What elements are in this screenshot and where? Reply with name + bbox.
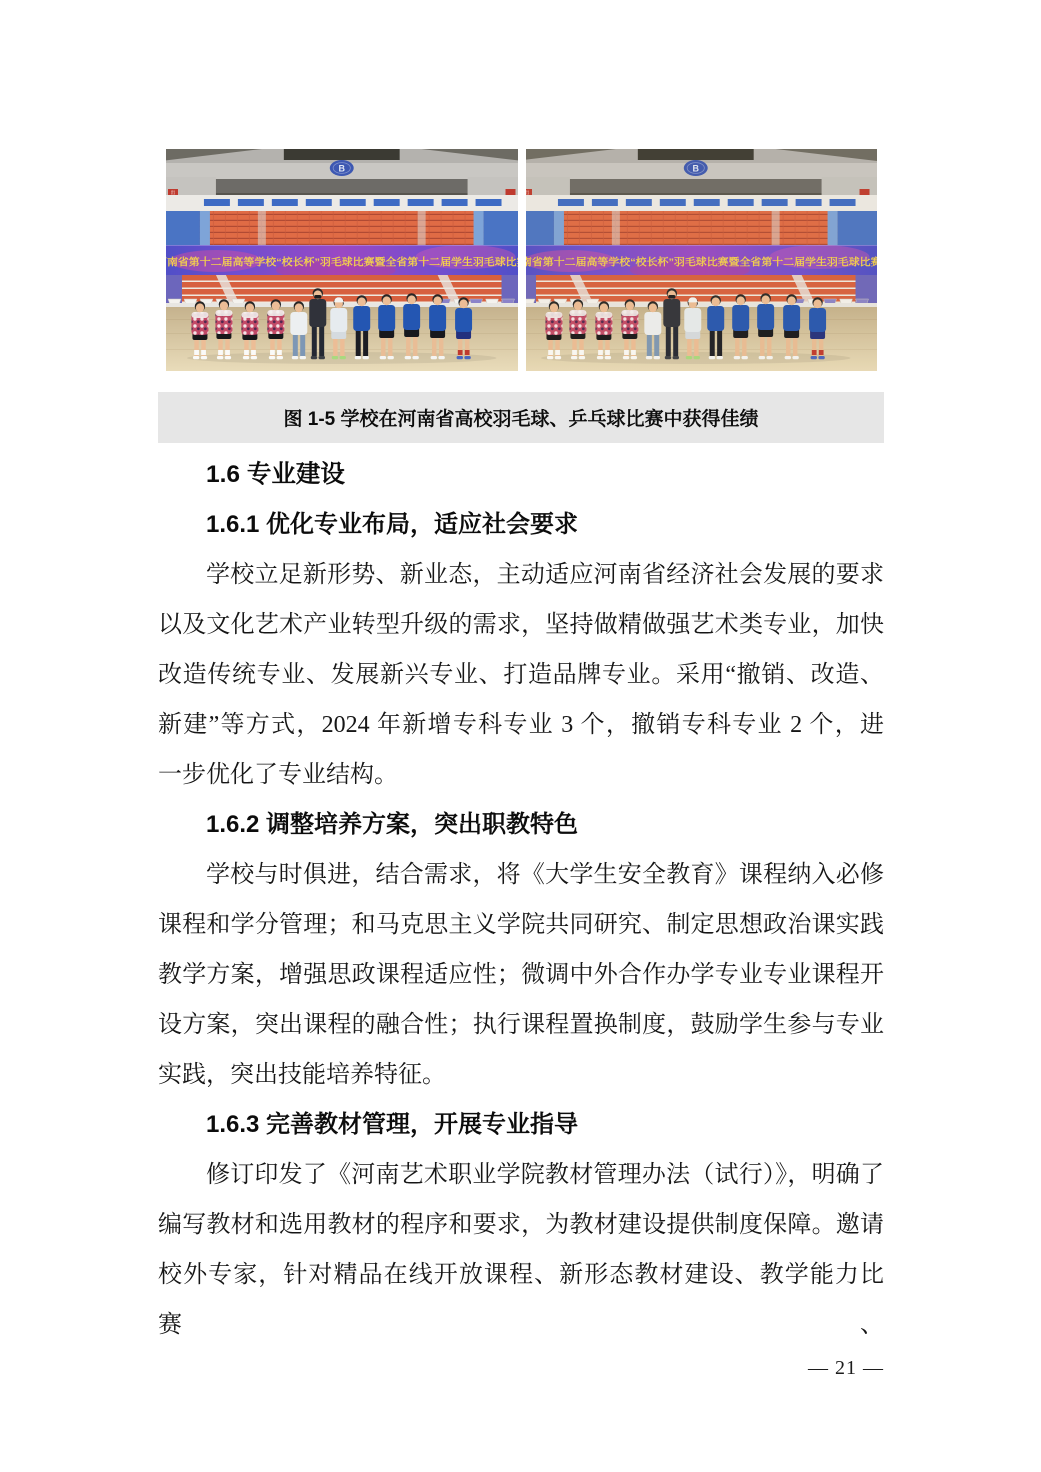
figure-caption-text: 图 1-5 学校在河南省高校羽毛球、乒乓球比赛中获得佳绩 — [283, 409, 759, 430]
figure-photos — [166, 149, 877, 371]
team-photo-left-image — [166, 149, 518, 371]
text-line: 教学方案，增强思政课程适应性；微调中外合作办学专业专业课程开 — [158, 962, 884, 988]
section-heading: 1.6.3 完善教材管理，开展专业指导 — [206, 1111, 579, 1138]
text-line: 设方案，突出课程的融合性；执行课程置换制度，鼓励学生参与专业 — [158, 1012, 884, 1038]
team-photo-right — [526, 149, 878, 371]
text-line: 改造传统专业、发展新兴专业、打造品牌专业。采用“撤销、改造、 — [158, 662, 884, 688]
page-number: — 21 — — [808, 1357, 884, 1379]
text-line: 实践，突出技能培养特征。 — [158, 1062, 446, 1088]
section-heading: 1.6.2 调整培养方案，突出职教特色 — [206, 811, 579, 838]
figure-caption-bar — [158, 392, 884, 443]
text-line: 编写教材和选用教材的程序和要求，为教材建设提供制度保障。邀请 — [158, 1212, 884, 1238]
team-photo-left — [166, 149, 518, 371]
document-body — [158, 450, 884, 1338]
text-line: 修订印发了《河南艺术职业学院教材管理办法（试行）》，明确了 — [206, 1162, 884, 1188]
text-line: 学校立足新形势、新业态，主动适应河南省经济社会发展的要求 — [206, 562, 884, 588]
text-line: 以及文化艺术产业转型升级的需求，坚持做精做强艺术类专业，加快 — [158, 612, 884, 638]
team-photo-right-image — [526, 149, 878, 371]
section-heading: 1.6 专业建设 — [206, 461, 345, 488]
text-line: 一步优化了专业结构。 — [158, 762, 398, 788]
text-line: 校外专家，针对精品在线开放课程、新形态教材建设、教学能力比赛、 — [158, 1262, 884, 1338]
section-heading: 1.6.1 优化专业布局，适应社会要求 — [206, 511, 579, 538]
text-line: 新建”等方式，2024 年新增专科专业 3 个，撤销专科专业 2 个，进 — [158, 712, 884, 738]
text-line: 学校与时俱进，结合需求，将《大学生安全教育》课程纳入必修 — [206, 862, 884, 888]
text-line: 课程和学分管理；和马克思主义学院共同研究、制定思想政治课实践 — [158, 912, 884, 938]
